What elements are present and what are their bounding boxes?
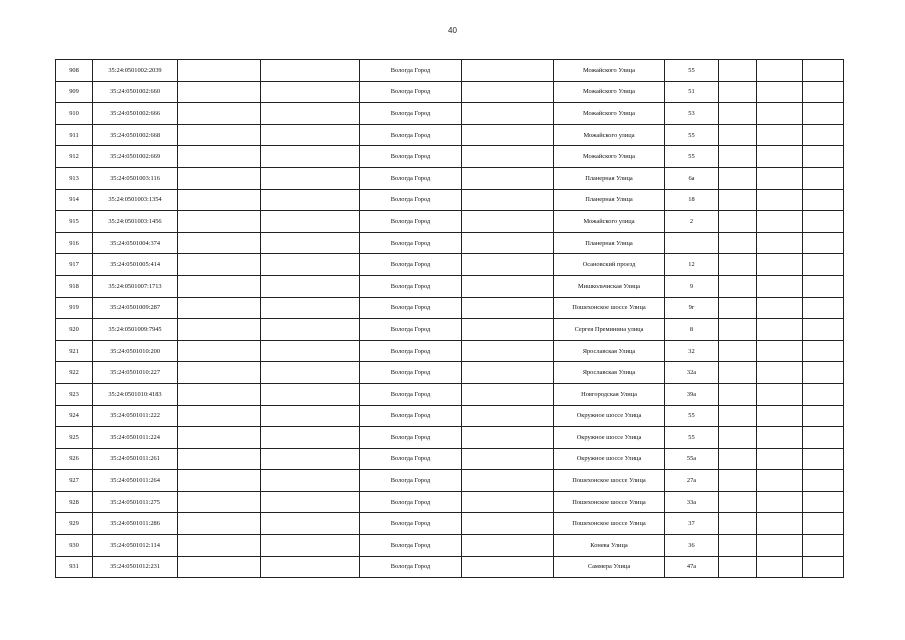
- blank-cell: [178, 254, 261, 276]
- cadastral-number-cell: 35:24:0501010:200: [93, 340, 178, 362]
- blank-cell: [757, 340, 803, 362]
- blank-cell: [261, 448, 360, 470]
- row-number-cell: 924: [56, 405, 93, 427]
- table-row: [56, 319, 844, 341]
- locality-cell: Вологда Город: [360, 340, 462, 362]
- blank-cell: [757, 535, 803, 557]
- blank-cell: [178, 146, 261, 168]
- blank-cell: [178, 319, 261, 341]
- blank-cell: [803, 535, 844, 557]
- street-cell: Конева Улица: [554, 535, 665, 557]
- blank-cell: [261, 513, 360, 535]
- blank-cell: [757, 60, 803, 82]
- street-cell: Осановский проезд: [554, 254, 665, 276]
- house-number-cell: 53: [665, 103, 719, 125]
- cadastral-number-cell: 35:24:0501011:264: [93, 470, 178, 492]
- house-number-cell: 51: [665, 81, 719, 103]
- row-number-cell: 919: [56, 297, 93, 319]
- table-row: [56, 254, 844, 276]
- table-row: [56, 556, 844, 578]
- table-row: [56, 491, 844, 513]
- row-number-cell: 911: [56, 124, 93, 146]
- blank-cell: [462, 535, 554, 557]
- street-cell: Окружное шоссе Улица: [554, 448, 665, 470]
- blank-cell: [719, 491, 757, 513]
- table-row: [56, 448, 844, 470]
- blank-cell: [178, 405, 261, 427]
- locality-cell: Вологда Город: [360, 556, 462, 578]
- table-row: [56, 470, 844, 492]
- cadastral-number-cell: 35:24:0501011:224: [93, 427, 178, 449]
- blank-cell: [803, 167, 844, 189]
- blank-cell: [261, 535, 360, 557]
- locality-cell: Вологда Город: [360, 405, 462, 427]
- blank-cell: [261, 362, 360, 384]
- locality-cell: Вологда Город: [360, 448, 462, 470]
- blank-cell: [178, 124, 261, 146]
- cadastral-number-cell: 35:24:0501010:4183: [93, 383, 178, 405]
- locality-cell: Вологда Город: [360, 427, 462, 449]
- blank-cell: [462, 167, 554, 189]
- cadastral-number-cell: 35:24:0501002:668: [93, 124, 178, 146]
- locality-cell: Вологда Город: [360, 491, 462, 513]
- street-cell: Можайского Улица: [554, 103, 665, 125]
- cadastral-number-cell: 35:24:0501011:222: [93, 405, 178, 427]
- blank-cell: [462, 211, 554, 233]
- street-cell: Можайского Улица: [554, 146, 665, 168]
- table-row: [56, 535, 844, 557]
- blank-cell: [757, 275, 803, 297]
- blank-cell: [462, 556, 554, 578]
- locality-cell: Вологда Город: [360, 60, 462, 82]
- table-row: [56, 362, 844, 384]
- cadastral-number-cell: 35:24:0501007:1713: [93, 275, 178, 297]
- blank-cell: [719, 405, 757, 427]
- blank-cell: [719, 103, 757, 125]
- blank-cell: [261, 232, 360, 254]
- blank-cell: [261, 383, 360, 405]
- street-cell: Можайского улица: [554, 124, 665, 146]
- row-number-cell: 927: [56, 470, 93, 492]
- row-number-cell: 915: [56, 211, 93, 233]
- street-cell: Ярославская Улица: [554, 340, 665, 362]
- locality-cell: Вологда Город: [360, 470, 462, 492]
- cadastral-number-cell: 35:24:0501002:2039: [93, 60, 178, 82]
- table-row: [56, 405, 844, 427]
- row-number-cell: 913: [56, 167, 93, 189]
- blank-cell: [261, 146, 360, 168]
- street-cell: Ярославская Улица: [554, 362, 665, 384]
- blank-cell: [803, 448, 844, 470]
- cadastral-number-cell: 35:24:0501002:666: [93, 103, 178, 125]
- locality-cell: Вологда Город: [360, 254, 462, 276]
- blank-cell: [719, 448, 757, 470]
- house-number-cell: 47а: [665, 556, 719, 578]
- blank-cell: [178, 103, 261, 125]
- blank-cell: [757, 448, 803, 470]
- blank-cell: [757, 81, 803, 103]
- table-row: [56, 275, 844, 297]
- blank-cell: [719, 254, 757, 276]
- blank-cell: [261, 491, 360, 513]
- blank-cell: [178, 211, 261, 233]
- blank-cell: [803, 103, 844, 125]
- row-number-cell: 912: [56, 146, 93, 168]
- blank-cell: [261, 427, 360, 449]
- cadastral-number-cell: 35:24:0501011:275: [93, 491, 178, 513]
- house-number-cell: 2: [665, 211, 719, 233]
- blank-cell: [803, 319, 844, 341]
- locality-cell: Вологда Город: [360, 297, 462, 319]
- row-number-cell: 918: [56, 275, 93, 297]
- street-cell: Мишкольчиская Улица: [554, 275, 665, 297]
- blank-cell: [462, 254, 554, 276]
- house-number-cell: 37: [665, 513, 719, 535]
- blank-cell: [803, 297, 844, 319]
- street-cell: Можайского Улица: [554, 60, 665, 82]
- street-cell: Саммера Улица: [554, 556, 665, 578]
- blank-cell: [719, 513, 757, 535]
- locality-cell: Вологда Город: [360, 146, 462, 168]
- blank-cell: [178, 448, 261, 470]
- blank-cell: [803, 383, 844, 405]
- blank-cell: [462, 232, 554, 254]
- house-number-cell: 55а: [665, 448, 719, 470]
- street-cell: Новгородская Улица: [554, 383, 665, 405]
- blank-cell: [462, 275, 554, 297]
- cadastral-number-cell: 35:24:0501002:660: [93, 81, 178, 103]
- blank-cell: [178, 232, 261, 254]
- blank-cell: [178, 189, 261, 211]
- blank-cell: [803, 340, 844, 362]
- row-number-cell: 921: [56, 340, 93, 362]
- blank-cell: [803, 146, 844, 168]
- blank-cell: [803, 470, 844, 492]
- cadastral-number-cell: 35:24:0501012:114: [93, 535, 178, 557]
- blank-cell: [178, 60, 261, 82]
- table-row: [56, 60, 844, 82]
- house-number-cell: 6а: [665, 167, 719, 189]
- blank-cell: [462, 470, 554, 492]
- blank-cell: [261, 60, 360, 82]
- locality-cell: Вологда Город: [360, 319, 462, 341]
- locality-cell: Вологда Город: [360, 383, 462, 405]
- blank-cell: [803, 81, 844, 103]
- blank-cell: [462, 448, 554, 470]
- blank-cell: [261, 275, 360, 297]
- locality-cell: Вологда Город: [360, 535, 462, 557]
- blank-cell: [803, 427, 844, 449]
- blank-cell: [757, 254, 803, 276]
- blank-cell: [261, 103, 360, 125]
- cadastral-number-cell: 35:24:0501009:7945: [93, 319, 178, 341]
- blank-cell: [757, 383, 803, 405]
- street-cell: Пошехонское шоссе Улица: [554, 470, 665, 492]
- blank-cell: [178, 513, 261, 535]
- locality-cell: Вологда Город: [360, 103, 462, 125]
- house-number-cell: 9: [665, 275, 719, 297]
- row-number-cell: 925: [56, 427, 93, 449]
- house-number-cell: 8: [665, 319, 719, 341]
- blank-cell: [261, 254, 360, 276]
- locality-cell: Вологда Город: [360, 232, 462, 254]
- blank-cell: [719, 297, 757, 319]
- blank-cell: [719, 383, 757, 405]
- cadastral-number-cell: 35:24:0501011:286: [93, 513, 178, 535]
- blank-cell: [803, 189, 844, 211]
- cadastral-number-cell: 35:24:0501002:669: [93, 146, 178, 168]
- cadastral-number-cell: 35:24:0501009:287: [93, 297, 178, 319]
- row-number-cell: 909: [56, 81, 93, 103]
- blank-cell: [261, 211, 360, 233]
- cadastral-number-cell: 35:24:0501005:414: [93, 254, 178, 276]
- street-cell: Можайского улица: [554, 211, 665, 233]
- blank-cell: [803, 556, 844, 578]
- blank-cell: [178, 556, 261, 578]
- blank-cell: [719, 124, 757, 146]
- blank-cell: [803, 254, 844, 276]
- cadastral-number-cell: 35:24:0501004:374: [93, 232, 178, 254]
- blank-cell: [719, 60, 757, 82]
- blank-cell: [757, 124, 803, 146]
- blank-cell: [462, 362, 554, 384]
- locality-cell: Вологда Город: [360, 81, 462, 103]
- table-row: [56, 513, 844, 535]
- table-row: [56, 427, 844, 449]
- blank-cell: [462, 319, 554, 341]
- blank-cell: [178, 362, 261, 384]
- street-cell: Пошехонское шоссе Улица: [554, 491, 665, 513]
- blank-cell: [719, 556, 757, 578]
- blank-cell: [261, 167, 360, 189]
- house-number-cell: 55: [665, 146, 719, 168]
- blank-cell: [261, 470, 360, 492]
- blank-cell: [757, 103, 803, 125]
- blank-cell: [719, 340, 757, 362]
- table-row: [56, 383, 844, 405]
- blank-cell: [757, 491, 803, 513]
- blank-cell: [178, 491, 261, 513]
- blank-cell: [178, 275, 261, 297]
- cadastral-number-cell: 35:24:0501003:1354: [93, 189, 178, 211]
- blank-cell: [803, 405, 844, 427]
- locality-cell: Вологда Город: [360, 513, 462, 535]
- row-number-cell: 926: [56, 448, 93, 470]
- blank-cell: [719, 167, 757, 189]
- blank-cell: [462, 146, 554, 168]
- house-number-cell: 55: [665, 60, 719, 82]
- blank-cell: [757, 146, 803, 168]
- blank-cell: [757, 167, 803, 189]
- house-number-cell: 12: [665, 254, 719, 276]
- blank-cell: [462, 340, 554, 362]
- blank-cell: [757, 297, 803, 319]
- house-number-cell: 55: [665, 427, 719, 449]
- page-number: 40: [448, 26, 457, 35]
- house-number-cell: 55: [665, 405, 719, 427]
- blank-cell: [757, 362, 803, 384]
- blank-cell: [462, 383, 554, 405]
- cadastral-number-cell: 35:24:0501003:1456: [93, 211, 178, 233]
- blank-cell: [719, 81, 757, 103]
- blank-cell: [803, 362, 844, 384]
- blank-cell: [757, 189, 803, 211]
- blank-cell: [261, 81, 360, 103]
- street-cell: Пошехонское шоссе Улица: [554, 297, 665, 319]
- blank-cell: [462, 427, 554, 449]
- blank-cell: [803, 124, 844, 146]
- blank-cell: [178, 167, 261, 189]
- blank-cell: [261, 189, 360, 211]
- table-row: [56, 124, 844, 146]
- street-cell: Окружное шоссе Улица: [554, 405, 665, 427]
- table-row: [56, 167, 844, 189]
- row-number-cell: 908: [56, 60, 93, 82]
- street-cell: Пошехонское шоссе Улица: [554, 513, 665, 535]
- house-number-cell: 55: [665, 124, 719, 146]
- blank-cell: [178, 340, 261, 362]
- blank-cell: [719, 146, 757, 168]
- blank-cell: [178, 470, 261, 492]
- house-number-cell: 32а: [665, 362, 719, 384]
- blank-cell: [719, 470, 757, 492]
- blank-cell: [462, 60, 554, 82]
- row-number-cell: 920: [56, 319, 93, 341]
- row-number-cell: 922: [56, 362, 93, 384]
- table-row: [56, 211, 844, 233]
- row-number-cell: 923: [56, 383, 93, 405]
- street-cell: Планерная Улица: [554, 232, 665, 254]
- street-cell: Окружное шоссе Улица: [554, 427, 665, 449]
- street-cell: Планерная Улица: [554, 167, 665, 189]
- blank-cell: [719, 211, 757, 233]
- blank-cell: [757, 232, 803, 254]
- blank-cell: [261, 340, 360, 362]
- blank-cell: [719, 275, 757, 297]
- table-row: [56, 232, 844, 254]
- cadastral-number-cell: 35:24:0501010:227: [93, 362, 178, 384]
- table-row: [56, 146, 844, 168]
- row-number-cell: 929: [56, 513, 93, 535]
- blank-cell: [462, 297, 554, 319]
- house-number-cell: 18: [665, 189, 719, 211]
- locality-cell: Вологда Город: [360, 167, 462, 189]
- blank-cell: [719, 319, 757, 341]
- row-number-cell: 910: [56, 103, 93, 125]
- blank-cell: [261, 556, 360, 578]
- street-cell: Можайского Улица: [554, 81, 665, 103]
- blank-cell: [462, 103, 554, 125]
- cadastral-number-cell: 35:24:0501003:116: [93, 167, 178, 189]
- locality-cell: Вологда Город: [360, 275, 462, 297]
- blank-cell: [462, 189, 554, 211]
- street-cell: Планерная Улица: [554, 189, 665, 211]
- blank-cell: [261, 124, 360, 146]
- blank-cell: [719, 189, 757, 211]
- blank-cell: [178, 81, 261, 103]
- property-table: [55, 59, 844, 578]
- blank-cell: [757, 556, 803, 578]
- blank-cell: [719, 427, 757, 449]
- blank-cell: [719, 535, 757, 557]
- table-row: [56, 340, 844, 362]
- cadastral-number-cell: 35:24:0501012:231: [93, 556, 178, 578]
- blank-cell: [178, 383, 261, 405]
- house-number-cell: 39а: [665, 383, 719, 405]
- house-number-cell: 33а: [665, 491, 719, 513]
- blank-cell: [757, 470, 803, 492]
- street-cell: Сергея Преминина улица: [554, 319, 665, 341]
- blank-cell: [757, 319, 803, 341]
- blank-cell: [178, 427, 261, 449]
- row-number-cell: 914: [56, 189, 93, 211]
- blank-cell: [757, 211, 803, 233]
- table-row: [56, 297, 844, 319]
- blank-cell: [462, 513, 554, 535]
- table-body: [56, 60, 844, 578]
- blank-cell: [261, 297, 360, 319]
- house-number-cell: [665, 232, 719, 254]
- row-number-cell: 916: [56, 232, 93, 254]
- table-row: [56, 189, 844, 211]
- row-number-cell: 930: [56, 535, 93, 557]
- locality-cell: Вологда Город: [360, 124, 462, 146]
- blank-cell: [719, 232, 757, 254]
- blank-cell: [462, 405, 554, 427]
- blank-cell: [462, 124, 554, 146]
- blank-cell: [803, 275, 844, 297]
- house-number-cell: 27а: [665, 470, 719, 492]
- row-number-cell: 928: [56, 491, 93, 513]
- blank-cell: [757, 405, 803, 427]
- house-number-cell: 32: [665, 340, 719, 362]
- blank-cell: [803, 211, 844, 233]
- blank-cell: [178, 297, 261, 319]
- blank-cell: [803, 232, 844, 254]
- blank-cell: [178, 535, 261, 557]
- blank-cell: [803, 60, 844, 82]
- house-number-cell: 9г: [665, 297, 719, 319]
- blank-cell: [261, 405, 360, 427]
- blank-cell: [719, 362, 757, 384]
- table-row: [56, 81, 844, 103]
- blank-cell: [757, 513, 803, 535]
- blank-cell: [803, 513, 844, 535]
- locality-cell: Вологда Город: [360, 189, 462, 211]
- blank-cell: [757, 427, 803, 449]
- table-row: [56, 103, 844, 125]
- locality-cell: Вологда Город: [360, 362, 462, 384]
- blank-cell: [261, 319, 360, 341]
- locality-cell: Вологда Город: [360, 211, 462, 233]
- blank-cell: [803, 491, 844, 513]
- row-number-cell: 931: [56, 556, 93, 578]
- house-number-cell: 36: [665, 535, 719, 557]
- blank-cell: [462, 491, 554, 513]
- row-number-cell: 917: [56, 254, 93, 276]
- cadastral-number-cell: 35:24:0501011:261: [93, 448, 178, 470]
- blank-cell: [462, 81, 554, 103]
